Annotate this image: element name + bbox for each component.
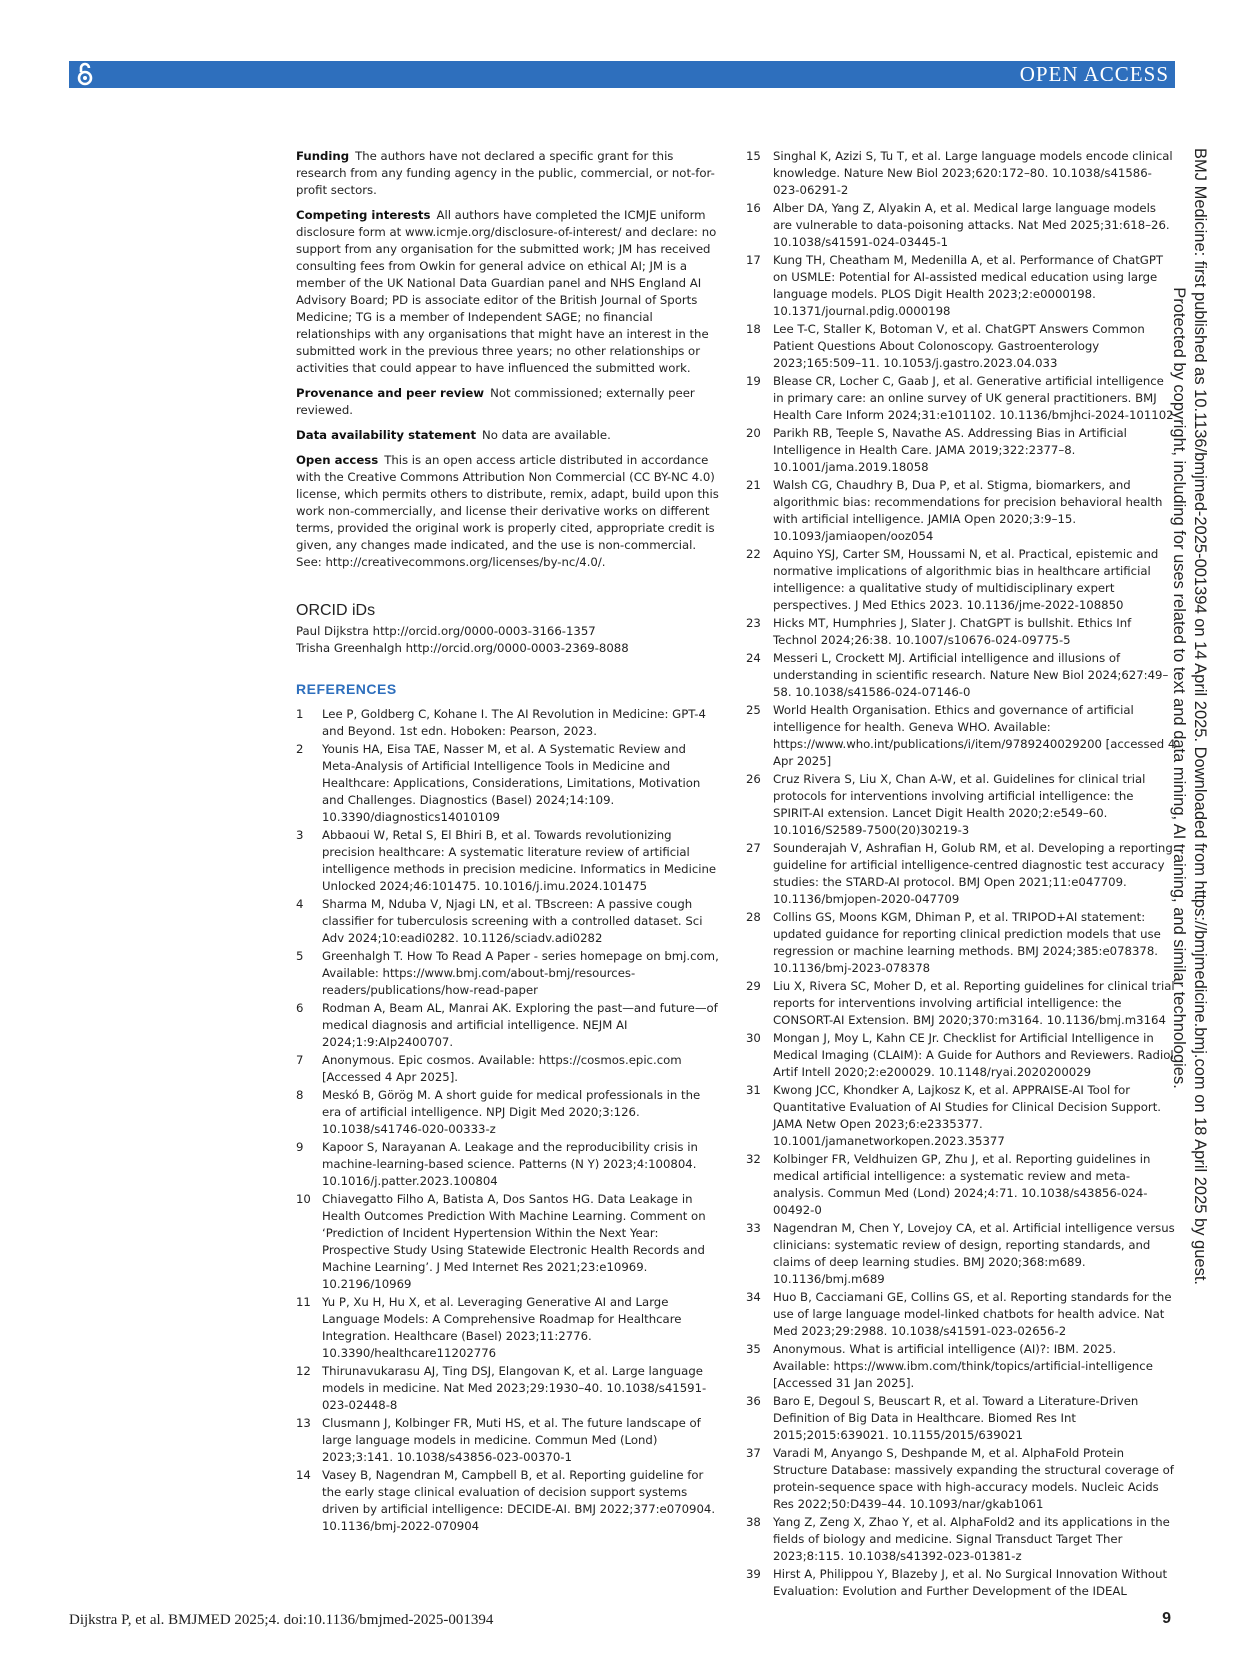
reference-text: Lee P, Goldberg C, Kohane I. The AI Revolution in Medicine: GPT-4 and Beyond. 1st edn. Hoboken: Pearson, 2023. [322, 707, 706, 738]
reference-text: Mongan J, Moy L, Kahn CE Jr. Checklist for Artificial Intelligence in Medical Imaging (CLAIM): A Guide for Authors and Reviewers. Radiol Artif Intell 2020;2:e200029. 10.1148/ryai.2020200029 [773, 1031, 1174, 1079]
reference-text: Huo B, Cacciamani GE, Collins GS, et al. Reporting standards for the use of large language model-linked chatbots for health advice. Nat Med 2023;29:2988. 10.1038/s41591-023-02656-2 [773, 1290, 1172, 1338]
reference-item [296, 1363, 719, 1414]
reference-number: 29 [746, 979, 761, 993]
reference-number: 21 [746, 478, 761, 492]
reference-number: 24 [746, 651, 761, 665]
reference-item [746, 1151, 1176, 1219]
open-access-icon [75, 62, 95, 87]
right-column [746, 148, 1176, 1601]
reference-item [746, 373, 1176, 424]
reference-number: 15 [746, 149, 761, 163]
reference-number: 16 [746, 201, 761, 215]
reference-text: Kapoor S, Narayanan A. Leakage and the reproducibility crisis in machine-learning-based science. Patterns (N Y) 2023;4:100804. 10.1016/j.patter.2023.100804 [322, 1140, 698, 1188]
reference-item [746, 425, 1176, 476]
declaration-heading: Funding [296, 149, 350, 163]
reference-list-left [296, 706, 719, 1535]
declaration-heading: Competing interests [296, 208, 431, 222]
reference-item [296, 1415, 719, 1466]
reference-number: 31 [746, 1083, 761, 1097]
reference-number: 34 [746, 1290, 761, 1304]
open-access-label: OPEN ACCESS [1019, 62, 1169, 86]
declaration-heading: Data availability statement [296, 428, 477, 442]
declaration-text: Not commissioned; externally peer reviewed. [296, 386, 695, 417]
reference-number: 14 [296, 1468, 311, 1482]
reference-item [746, 477, 1176, 545]
reference-text: Messeri L, Crockett MJ. Artificial intelligence and illusions of understanding in scientific research. Nature New Biol 2024;627:49–58. 10.1038/s41586-024-07146-0 [773, 651, 1169, 699]
reference-text: Parikh RB, Teeple S, Navathe AS. Addressing Bias in Artificial Intelligence in Health Care. JAMA 2019;322:2377–8. 10.1001/jama.2019.18058 [773, 426, 1127, 474]
declaration-text: All authors have completed the ICMJE uniform disclosure form at www.icmje.org/disclosure-of-interest/ and declare: no support from any organisation for the submitted work; JM has received consulting fees from Owkin for general advice on ethical AI; JM is a member of the UK National Data Guardian panel and NHS England AI Advisory Board; PD is associate editor of the British Journal of Sports Medicine; TG is a member of Independent SAGE; no financial relationships with any organisations that might have an interest in the submitted work in the previous three years; no other relationships or activities that could appear to have influenced the submitted work. [296, 208, 717, 375]
declaration-text: The authors have not declared a specific grant for this research from any funding agency in the public, commercial, or not-for-profit sectors. [296, 149, 715, 197]
reference-text: Alber DA, Yang Z, Alyakin A, et al. Medical large language models are vulnerable to data-poisoning attacks. Nat Med 2025;31:618–26. 10.1038/s41591-024-03445-1 [773, 201, 1170, 249]
reference-text: Aquino YSJ, Carter SM, Houssami N, et al. Practical, epistemic and normative implications of algorithmic bias in healthcare artificial intelligence: a qualitative study of multidisciplinary expert perspectives. J Med Ethics 2023. 10.1136/jme-2022-108850 [773, 547, 1159, 612]
side-note-line-2: Protected by copyright, including for uses related to text and data mining, AI training, and similar technologies. [1170, 287, 1188, 1089]
reference-item [746, 615, 1176, 649]
reference-text: Clusmann J, Kolbinger FR, Muti HS, et al. The future landscape of large language models in medicine. Commun Med (Lond) 2023;3:141. 10.1038/s43856-023-00370-1 [322, 1416, 701, 1464]
reference-item [746, 321, 1176, 372]
reference-number: 38 [746, 1515, 761, 1529]
reference-text: Greenhalgh T. How To Read A Paper - series homepage on bmj.com, Available: https://www.bmj.com/about-bmj/resources-readers/publications/how-read-paper [322, 949, 719, 997]
reference-text: Cruz Rivera S, Liu X, Chan A-W, et al. Guidelines for clinical trial protocols for interventions involving artificial intelligence: the SPIRIT-AI extension. Lancet Digit Health 2020;2:e549–60. 10.1016/S2589-7500(20)30219-3 [773, 772, 1146, 837]
declarations-section [296, 148, 719, 571]
reference-item [746, 252, 1176, 320]
reference-item [746, 840, 1176, 908]
reference-text: Anonymous. Epic cosmos. Available: https://cosmos.epic.com [Accessed 4 Apr 2025]. [322, 1053, 682, 1084]
reference-item [296, 706, 719, 740]
reference-number: 18 [746, 322, 761, 336]
reference-item [296, 1467, 719, 1535]
reference-number: 11 [296, 1295, 311, 1309]
reference-text: Meskó B, Görög M. A short guide for medical professionals in the era of artificial intelligence. NPJ Digit Med 2020;3:126. 10.1038/s41746-020-00333-z [322, 1088, 701, 1136]
orcid-line-greenhalgh: Trisha Greenhalgh http://orcid.org/0000-0003-2369-8088 [296, 641, 629, 655]
reference-item [296, 1139, 719, 1190]
reference-number: 20 [746, 426, 761, 440]
orcid-heading: ORCID iDs [296, 602, 376, 619]
reference-text: Anonymous. What is artificial intelligence (AI)?: IBM. 2025. Available: https://www.ibm.com/think/topics/artificial-intelligence [Accessed 31 Jan 2025]. [773, 1342, 1153, 1390]
reference-item [746, 1566, 1176, 1600]
references-heading: REFERENCES [296, 681, 397, 697]
reference-item [746, 650, 1176, 701]
declaration-heading: Provenance and peer review [296, 386, 485, 400]
reference-number: 12 [296, 1364, 311, 1378]
reference-number: 37 [746, 1446, 761, 1460]
orcid-line-dijkstra: Paul Dijkstra http://orcid.org/0000-0003-3166-1357 [296, 624, 596, 638]
reference-number: 39 [746, 1567, 761, 1581]
reference-item [746, 1341, 1176, 1392]
reference-item [296, 1000, 719, 1051]
reference-number: 27 [746, 841, 761, 855]
reference-number: 10 [296, 1192, 311, 1206]
reference-item [746, 702, 1176, 770]
reference-number: 7 [296, 1053, 304, 1067]
reference-text: Sharma M, Nduba V, Njagi LN, et al. TBscreen: A passive cough classifier for tuberculosis screening with a controlled dataset. Sci Adv 2024;10:eadi0282. 10.1126/sciadv.adi0282 [322, 897, 703, 945]
declaration-paragraph [296, 207, 719, 377]
reference-number: 32 [746, 1152, 761, 1166]
declaration-paragraph [296, 148, 719, 199]
reference-item [746, 1220, 1176, 1288]
reference-number: 13 [296, 1416, 311, 1430]
reference-item [746, 148, 1176, 199]
declaration-heading: Open access [296, 453, 379, 467]
reference-item [746, 1445, 1176, 1513]
reference-number: 25 [746, 703, 761, 717]
reference-text: Thirunavukarasu AJ, Ting DSJ, Elangovan K, et al. Large language models in medicine. Nat Med 2023;29:1930–40. 10.1038/s41591-023-02448-8 [322, 1364, 707, 1412]
reference-item [746, 1289, 1176, 1340]
reference-number: 26 [746, 772, 761, 786]
reference-text: Walsh CG, Chaudhry B, Dua P, et al. Stigma, biomarkers, and algorithmic bias: recommendations for precision behavioral health with artificial intelligence. JAMIA Open 2020;3:9–15. 10.1093/jamiaopen/ooz054 [773, 478, 1163, 543]
reference-item [746, 1393, 1176, 1444]
reference-number: 28 [746, 910, 761, 924]
page-number: 9 [1162, 1610, 1171, 1627]
reference-text: Vasey B, Nagendran M, Campbell B, et al. Reporting guideline for the early stage clinical evaluation of decision support systems driven by artificial intelligence: DECIDE-AI. BMJ 2022;377:e070904. 10.1136/bmj-2022-070904 [322, 1468, 716, 1533]
reference-item [296, 741, 719, 826]
reference-text: Liu X, Rivera SC, Moher D, et al. Reporting guidelines for clinical trial reports for interventions involving artificial intelligence: the CONSORT-AI Extension. BMJ 2020;370:m3164. 10.1136/bmj.m3164 [773, 979, 1175, 1027]
reference-number: 35 [746, 1342, 761, 1356]
reference-number: 1 [296, 707, 304, 721]
reference-item [296, 896, 719, 947]
reference-item [296, 1087, 719, 1138]
reference-text: Rodman A, Beam AL, Manrai AK. Exploring the past—and future—of medical diagnosis and artificial intelligence. NEJM AI 2024;1:9:AIp2400707. [322, 1001, 718, 1049]
reference-item [296, 1052, 719, 1086]
reference-item [746, 771, 1176, 839]
reference-number: 22 [746, 547, 761, 561]
declaration-paragraph [296, 452, 719, 571]
reference-text: Yang Z, Zeng X, Zhao Y, et al. AlphaFold2 and its applications in the fields of biology and medicine. Signal Transduct Target Ther 2023;8:115. 10.1038/s41392-023-01381-z [773, 1515, 1170, 1563]
reference-number: 2 [296, 742, 304, 756]
reference-text: Blease CR, Locher C, Gaab J, et al. Generative artificial intelligence in primary care: an online survey of UK general practitioners. BMJ Health Care Inform 2024;31:e101102. 10.1136/bmjhci-2024-101102 [773, 374, 1174, 422]
reference-item [746, 200, 1176, 251]
reference-text: Lee T-C, Staller K, Botoman V, et al. ChatGPT Answers Common Patient Questions About Colonoscopy. Gastroenterology 2023;165:509–11. 10.1053/j.gastro.2023.04.033 [773, 322, 1145, 370]
reference-text: Yu P, Xu H, Hu X, et al. Leveraging Generative AI and Large Language Models: A Comprehensive Roadmap for Healthcare Integration. Healthcare (Basel) 2023;11:2776. 10.3390/healthcare11202776 [322, 1295, 682, 1360]
open-access-banner [69, 61, 1175, 88]
declaration-text: No data are available. [482, 428, 611, 442]
reference-text: Younis HA, Eisa TAE, Nasser M, et al. A Systematic Review and Meta-Analysis of Artificial Intelligence Tools in Medicine and Healthcare: Applications, Considerations, Limitations, Motivation and Challenges. Diagnostics (Basel) 2024;14:109. 10.3390/diagnostics14010109 [322, 742, 701, 824]
reference-number: 17 [746, 253, 761, 267]
reference-item [746, 546, 1176, 614]
reference-number: 30 [746, 1031, 761, 1045]
reference-text: Varadi M, Anyango S, Deshpande M, et al. AlphaFold Protein Structure Database: massively expanding the structural coverage of protein-sequence space with high-accuracy models. Nucleic Acids Res 2022;50:D439–44. 10.1093/nar/gkab1061 [773, 1446, 1174, 1511]
reference-text: Nagendran M, Chen Y, Lovejoy CA, et al. Artificial intelligence versus clinicians: systematic review of design, reporting standards, and claims of deep learning studies. BMJ 2020;368:m689. 10.1136/bmj.m689 [773, 1221, 1175, 1286]
reference-number: 8 [296, 1088, 304, 1102]
reference-number: 9 [296, 1140, 304, 1154]
footer-citation: Dijkstra P, et al. BMJMED 2025;4. doi:10.1136/bmjmed-2025-001394 [69, 1612, 494, 1628]
reference-text: Singhal K, Azizi S, Tu T, et al. Large language models encode clinical knowledge. Nature New Biol 2023;620:172–80. 10.1038/s41586-023-06291-2 [773, 149, 1173, 197]
reference-item [296, 948, 719, 999]
reference-text: Hirst A, Philippou Y, Blazeby J, et al. No Surgical Innovation Without Evaluation: Evolution and Further Development of the IDEAL [773, 1567, 1168, 1598]
reference-item [746, 978, 1176, 1029]
reference-text: Kolbinger FR, Veldhuizen GP, Zhu J, et al. Reporting guidelines in medical artificial intelligence: a systematic review and meta-analysis. Commun Med (Lond) 2024;4:71. 10.1038/s43856-024-00492-0 [773, 1152, 1151, 1217]
reference-item [746, 1030, 1176, 1081]
reference-number: 6 [296, 1001, 304, 1015]
declaration-text: This is an open access article distributed in accordance with the Creative Commons Attribution Non Commercial (CC BY-NC 4.0) license, which permits others to distribute, remix, adapt, build upon this work non-commercially, and license their derivative works on different terms, provided the original work is properly cited, appropriate credit is given, any changes made indicated, and the use is non-commercial. See: http://creativecommons.org/licenses/by-nc/4.0/. [296, 453, 719, 569]
reference-text: Kung TH, Cheatham M, Medenilla A, et al. Performance of ChatGPT on USMLE: Potential for AI-assisted medical education using large language models. PLOS Digit Health 2023;2:e0000198. 10.1371/journal.pdig.0000198 [773, 253, 1164, 318]
reference-text: Collins GS, Moons KGM, Dhiman P, et al. TRIPOD+AI statement: updated guidance for reporting clinical prediction models that use regression or machine learning methods. BMJ 2024;385:e078378. 10.1136/bmj-2023-078378 [773, 910, 1161, 975]
side-copyright-note [1168, 148, 1210, 1286]
reference-text: Baro E, Degoul S, Beuscart R, et al. Toward a Literature-Driven Definition of Big Data in Healthcare. Biomed Res Int 2015;2015:639021. 10.1155/2015/639021 [773, 1394, 1139, 1442]
reference-text: World Health Organisation. Ethics and governance of artificial intelligence for health. Geneva WHO. Available: https://www.who.int/publications/i/item/9789240029200 [accessed 4 Apr 2025] [773, 703, 1176, 768]
reference-text: Hicks MT, Humphries J, Slater J. ChatGPT is bullshit. Ethics Inf Technol 2024;26:38. 10.1007/s10676-024-09775-5 [773, 616, 1132, 647]
side-note-line-1: BMJ Medicine: first published as 10.1136/bmjmed-2025-001394 on 14 April 2025. Downloaded from https://bmjmedicine.bmj.com on 18 April 2025 by guest. [1191, 148, 1209, 1286]
reference-item [746, 909, 1176, 977]
reference-text: Chiavegatto Filho A, Batista A, Dos Santos HG. Data Leakage in Health Outcomes Prediction With Machine Learning. Comment on ‘Prediction of Incident Hypertension Within the Next Year: Prospective Study Using Statewide Electronic Health Records and Machine Learning’. J Med Internet Res 2021;23:e10969. 10.2196/10969 [322, 1192, 706, 1291]
reference-number: 36 [746, 1394, 761, 1408]
reference-item [296, 1294, 719, 1362]
reference-item [296, 827, 719, 895]
reference-text: Abbaoui W, Retal S, El Bhiri B, et al. Towards revolutionizing precision healthcare: A systematic literature review of artificial intelligence methods in precision medicine. Informatics in Medicine Unlocked 2024;46:101475. 10.1016/j.imu.2024.101475 [322, 828, 717, 893]
reference-item [296, 1191, 719, 1293]
reference-number: 4 [296, 897, 304, 911]
reference-number: 5 [296, 949, 304, 963]
reference-item [746, 1514, 1176, 1565]
reference-item [746, 1082, 1176, 1150]
reference-text: Sounderajah V, Ashrafian H, Golub RM, et al. Developing a reporting guideline for artificial intelligence-centred diagnostic test accuracy studies: the STARD-AI protocol. BMJ Open 2021;11:e047709. 10.1136/bmjopen-2020-047709 [773, 841, 1173, 906]
reference-number: 23 [746, 616, 761, 630]
reference-number: 33 [746, 1221, 761, 1235]
declaration-paragraph [296, 427, 719, 444]
reference-number: 3 [296, 828, 304, 842]
left-column [296, 148, 719, 1536]
reference-list-right [746, 148, 1176, 1600]
reference-text: Kwong JCC, Khondker A, Lajkosz K, et al. APPRAISE-AI Tool for Quantitative Evaluation of AI Studies for Clinical Decision Support. JAMA Netw Open 2023;6:e2335377. 10.1001/jamanetworkopen.2023.35377 [773, 1083, 1162, 1148]
declaration-paragraph [296, 385, 719, 419]
reference-number: 19 [746, 374, 761, 388]
